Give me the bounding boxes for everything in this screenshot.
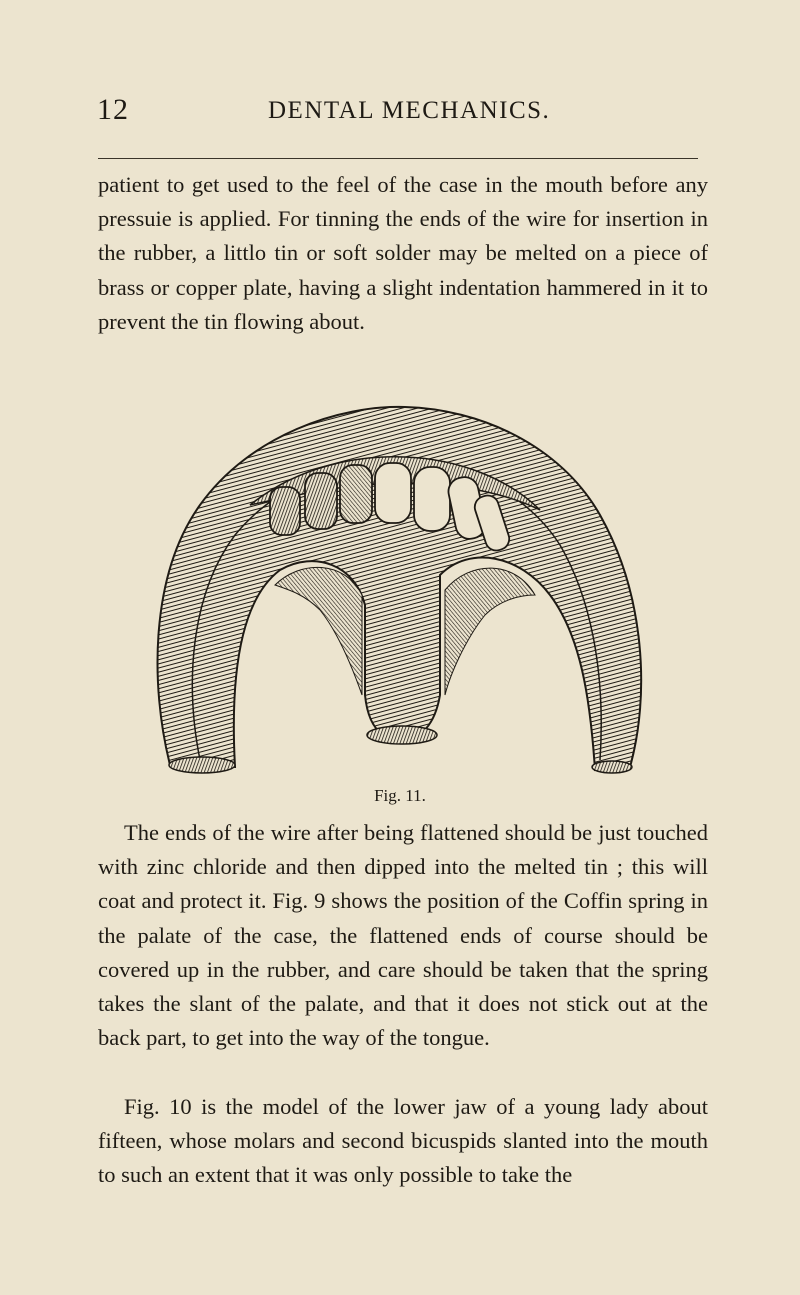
paragraph-1: patient to get used to the feel of the case in the mouth before any pressuie is applied. For tinning the ends of the wire for insertion in the rubber, a littlo tin or soft solder may be melted on a piece of brass or copper plate, having a slight indentation hammered in it to prevent the tin flowing about. <box>98 172 708 334</box>
figure-caption: Fig. 11. <box>374 786 426 805</box>
jaw-model-illustration <box>140 395 660 780</box>
paragraph-2: The ends of the wire after being flattened should be just touched with zinc chloride and then dipped into the melted tin ; this will coat and protect it. Fig. 9 shows the position of the Coffin spring in the palate of the case, the flattened ends of course should be covered up in the rubber, and care should be taken that the spring takes the slant of the palate, and that it does not stick out at the back part, to get into the way of the tongue. <box>98 820 708 1051</box>
figure-jaw-model <box>140 395 660 780</box>
page-number: 12 <box>97 93 129 126</box>
header-rule <box>98 158 698 159</box>
paragraph-3: Fig. 10 is the model of the lower jaw of a young lady about fifteen, whose molars and second bicuspids slanted into the mouth to such an extent that it was only possible to take the <box>98 1094 708 1188</box>
running-head: DENTAL MECHANICS. <box>268 97 551 124</box>
